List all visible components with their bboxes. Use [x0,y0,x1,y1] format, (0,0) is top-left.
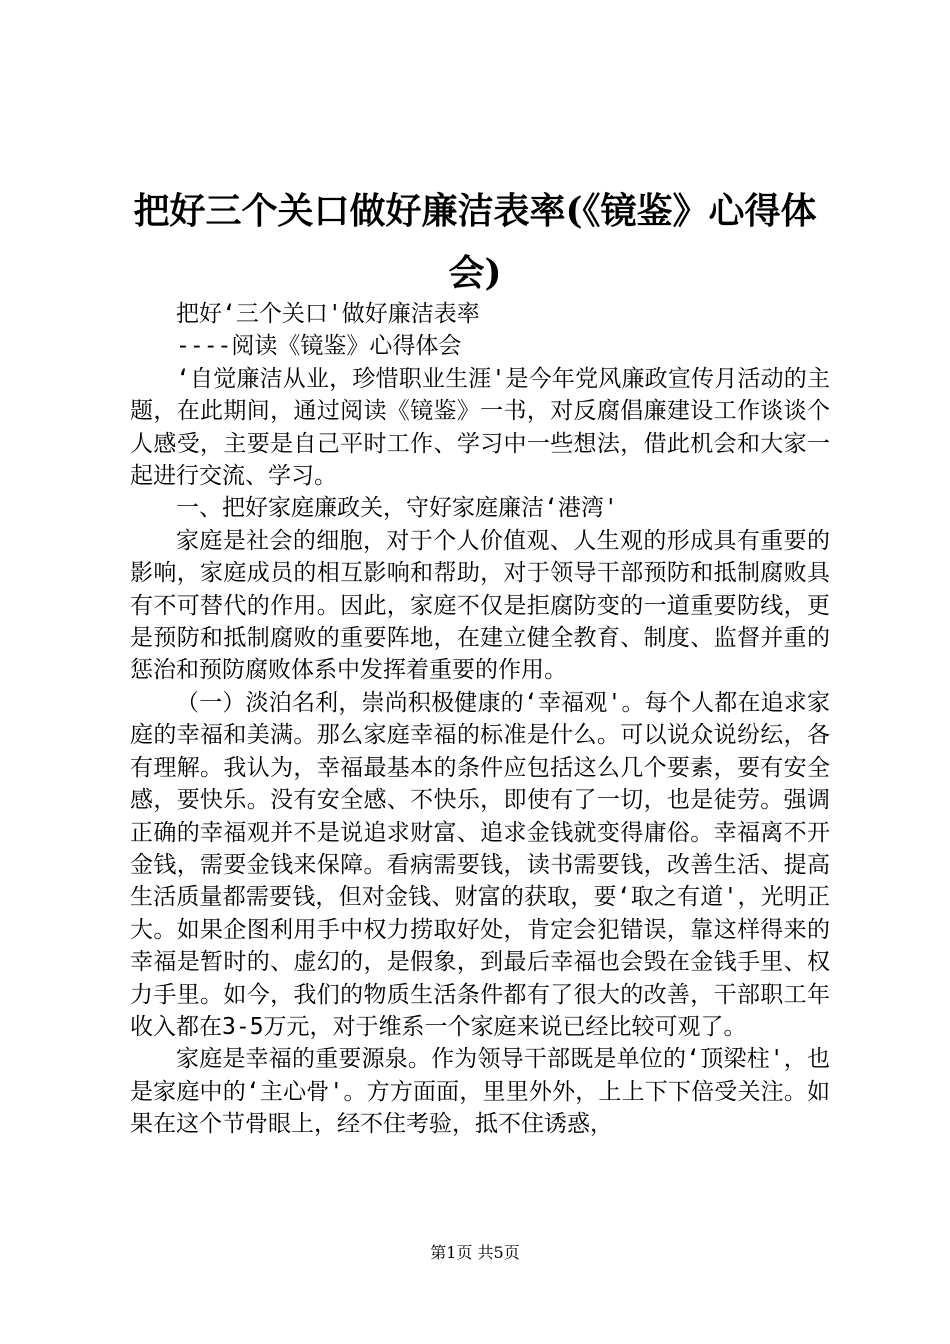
body-paragraph: 家庭是社会的细胞，对于个人价值观、人生观的形成具有重要的影响，家庭成员的相互影响和帮助，对于领导干部预防和抵制腐败具有不可替代的作用。因此，家庭不仅是拒腐防变的一道重要防线，更是预防和抵制腐败的重要阵地，在建立健全教育、制度、监督并重的惩治和预防腐败体系中发挥着重要的作用。 [130,527,830,684]
subtitle-subline: ----阅读《镜鉴》心得体会 [176,333,462,360]
page-number-footer: 第1页 共5页 [430,1243,520,1262]
body-paragraph: ‘自觉廉洁从业，珍惜职业生涯'是今年党风廉政宣传月活动的主题，在此期间，通过阅读《镜鉴》一书，对反腐倡廉建设工作谈谈个人感受，主要是自己平时工作、学习中一些想法，借此机会和大家一起进行交流、学习。 [130,365,830,490]
body-paragraph: 家庭是幸福的重要源泉。作为领导干部既是单位的‘顶梁柱'，也是家庭中的‘主心骨'。方方面面，里里外外，上上下下倍受关注。如果在这个节骨眼上，经不住考验，抵不住诱惑， [130,1046,830,1138]
body-paragraph: （一）淡泊名利，崇尚积极健康的‘幸福观'。每个人都在追求家庭的幸福和美满。那么家庭幸福的标准是什么。可以说众说纷纭，各有理解。我认为，幸福最基本的条件应包括这么几个要素，要有安全感，要快乐。没有安全感、不快乐，即使有了一切，也是徒劳。强调正确的幸福观并不是说追求财富、追求金钱就变得庸俗。幸福离不开金钱，需要金钱来保障。看病需要钱，读书需要钱，改善生活、提高生活质量都需要钱，但对金钱、财富的获取，要‘取之有道'，光明正大。如果企图利用手中权力捞取好处，肯定会犯错误，靠这样得来的幸福是暂时的、虚幻的，是假象，到最后幸福也会毁在金钱手里、权力手里。如今，我们的物质生活条件都有了很大的改善，干部职工年收入都在3-5万元，对于维系一个家庭来说已经比较可观了。 [130,689,830,1040]
subtitle-line: 把好‘三个关口'做好廉洁表率 [176,301,480,327]
document-body [130,298,830,1141]
document-title: 把好三个关口做好廉洁表率(《镜鉴》心得体会) [133,190,817,294]
section-heading: 一、把好家庭廉政关，守好家庭廉洁‘港湾' [176,495,618,522]
